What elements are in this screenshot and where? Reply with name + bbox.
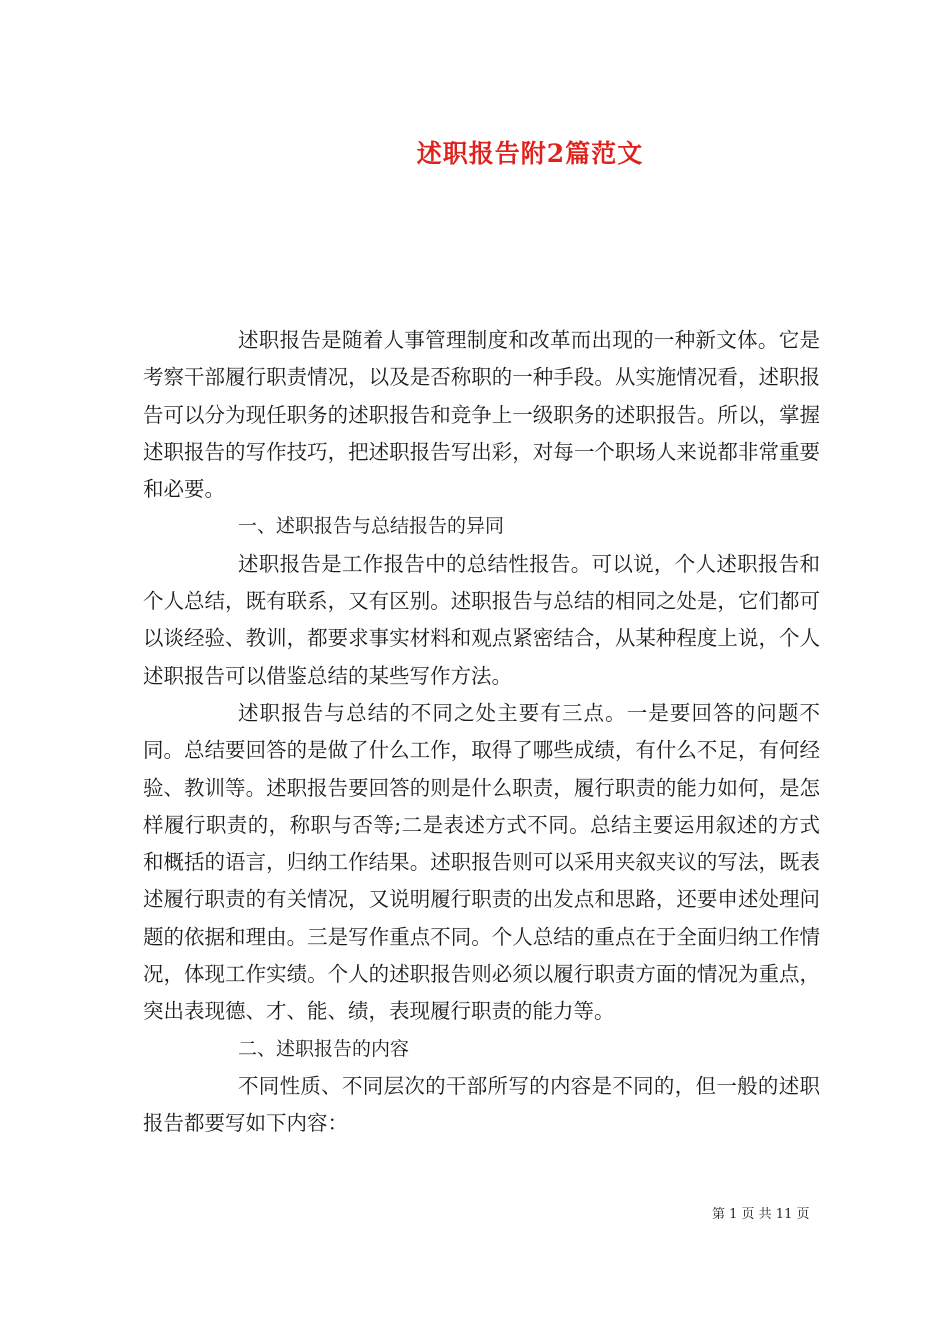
document-body xyxy=(143,322,820,1143)
page-footer: 第 1 页 共 11 页 xyxy=(712,1207,810,1222)
paragraph-content-intro: 不同性质、不同层次的干部所写的内容是不同的，但一般的述职报告都要写如下内容： xyxy=(143,1073,820,1136)
paragraph-similarities: 述职报告是工作报告中的总结性报告。可以说，个人述职报告和个人总结，既有联系，又有区别。述职报告与总结的相同之处是，它们都可以谈经验、教训，都要求事实材料和观点紧密结合，从某种程度上说，个人述职报告可以借鉴总结的某些写作方法。 xyxy=(143,551,820,688)
section-heading-1: 一、述职报告与总结报告的异同 xyxy=(238,515,505,538)
document-title: 述职报告附2篇范文 xyxy=(416,139,644,168)
section-heading-2: 二、述职报告的内容 xyxy=(238,1037,410,1060)
paragraph-intro: 述职报告是随着人事管理制度和改革而出现的一种新文体。它是考察干部履行职责情况，以及是否称职的一种手段。从实施情况看，述职报告可以分为现任职务的述职报告和竞争上一级职务的述职报告。所以，掌握述职报告的写作技巧，把述职报告写出彩，对每一个职场人来说都非常重要和必要。 xyxy=(143,328,820,502)
paragraph-differences: 述职报告与总结的不同之处主要有三点。一是要回答的问题不同。总结要回答的是做了什么工作，取得了哪些成绩，有什么不足，有何经验、教训等。述职报告要回答的则是什么职责，履行职责的能力如何，是怎样履行职责的，称职与否等;二是表述方式不同。总结主要运用叙述的方式和概括的语言，归纳工作结果。述职报告则可以采用夹叙夹议的写法，既表述履行职责的有关情况，又说明履行职责的出发点和思路，还要申述处理问题的依据和理由。三是写作重点不同。个人总结的重点在于全面归纳工作情况，体现工作实绩。个人的述职报告则必须以履行职责方面的情况为重点，突出表现德、才、能、绩，表现履行职责的能力等。 xyxy=(143,700,820,1024)
